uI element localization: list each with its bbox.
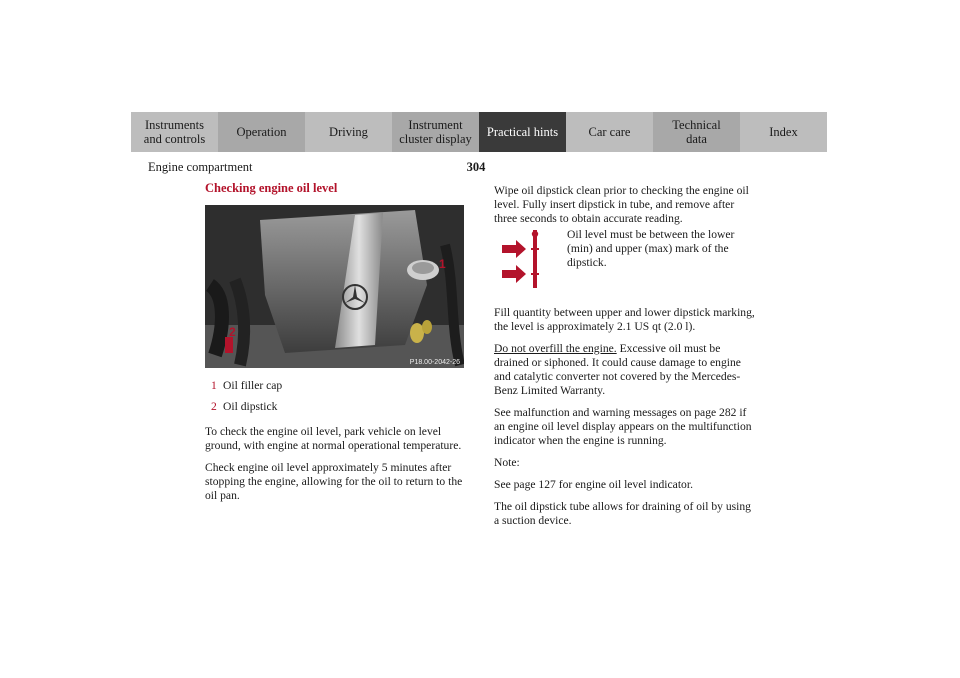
tab-index[interactable]: Index xyxy=(740,112,827,152)
warning-underlined: Do not overfill the engine. xyxy=(494,342,617,355)
section-title: Engine compartment xyxy=(148,160,253,174)
tab-practical-hints[interactable]: Practical hints xyxy=(479,112,566,152)
note-label: Note: xyxy=(494,456,520,469)
legend-text: Oil dipstick xyxy=(223,400,278,413)
paragraph: To check the engine oil level, park vehicle on level ground, with engine at normal operational temperature. xyxy=(205,425,462,452)
paragraph: See page 127 for engine oil level indicator. xyxy=(494,478,693,491)
legend-item xyxy=(211,400,411,414)
tab-operation[interactable]: Operation xyxy=(218,112,305,152)
tab-technical-data[interactable]: Technical data xyxy=(653,112,740,152)
tab-driving[interactable]: Driving xyxy=(305,112,392,152)
paragraph: Fill quantity between upper and lower dipstick marking, the level is approximately 2.1 US qt (2.0 l). xyxy=(494,306,755,333)
legend xyxy=(211,379,411,421)
tab-instruments-and-controls[interactable]: Instruments and controls xyxy=(131,112,218,152)
callout-2: 2 xyxy=(229,325,236,339)
left-column xyxy=(205,181,470,203)
engine-compartment-image xyxy=(205,205,464,368)
paragraph: See malfunction and warning messages on page 282 if an engine oil level display appears on the multifunction indicator when the engine is running. xyxy=(494,406,752,447)
right-body xyxy=(494,306,756,536)
legend-text: Oil filler cap xyxy=(223,379,283,392)
warning-text: Excessive oil must be drained or siphoned. It could cause damage to engine and catalytic converter not covered by the Mercedes-Benz Limited Warranty. xyxy=(494,342,741,397)
right-column xyxy=(494,184,756,234)
heading-checking-oil: Checking engine oil level xyxy=(205,181,338,195)
paragraph: Wipe oil dipstick clean prior to checking the engine oil level. Fully insert dipstick in tube, and remove after three seconds to obtain accurate reading. xyxy=(494,184,749,225)
warning-paragraph xyxy=(494,342,756,398)
left-body xyxy=(205,425,470,511)
dipstick-figure xyxy=(500,228,560,290)
chapter-nav xyxy=(131,112,827,152)
page-number: 304 xyxy=(466,160,486,174)
legend-number: 1 xyxy=(211,379,217,392)
paragraph: Check engine oil level approximately 5 minutes after stopping the engine, allowing for the oil to return to the oil pan. xyxy=(205,461,463,502)
callout-1: 1 xyxy=(439,257,446,271)
image-code: P18.00-2042-26 xyxy=(409,359,460,366)
legend-number: 2 xyxy=(211,400,217,413)
paragraph: The oil dipstick tube allows for draining of oil by using a suction device. xyxy=(494,500,751,527)
legend-item xyxy=(211,379,411,393)
tab-instrument-cluster-display[interactable]: Instrument cluster display xyxy=(392,112,479,152)
tab-car-care[interactable]: Car care xyxy=(566,112,653,152)
dipstick-note: Oil level must be between the lower (min) and upper (max) mark of the dipstick. xyxy=(567,228,735,269)
